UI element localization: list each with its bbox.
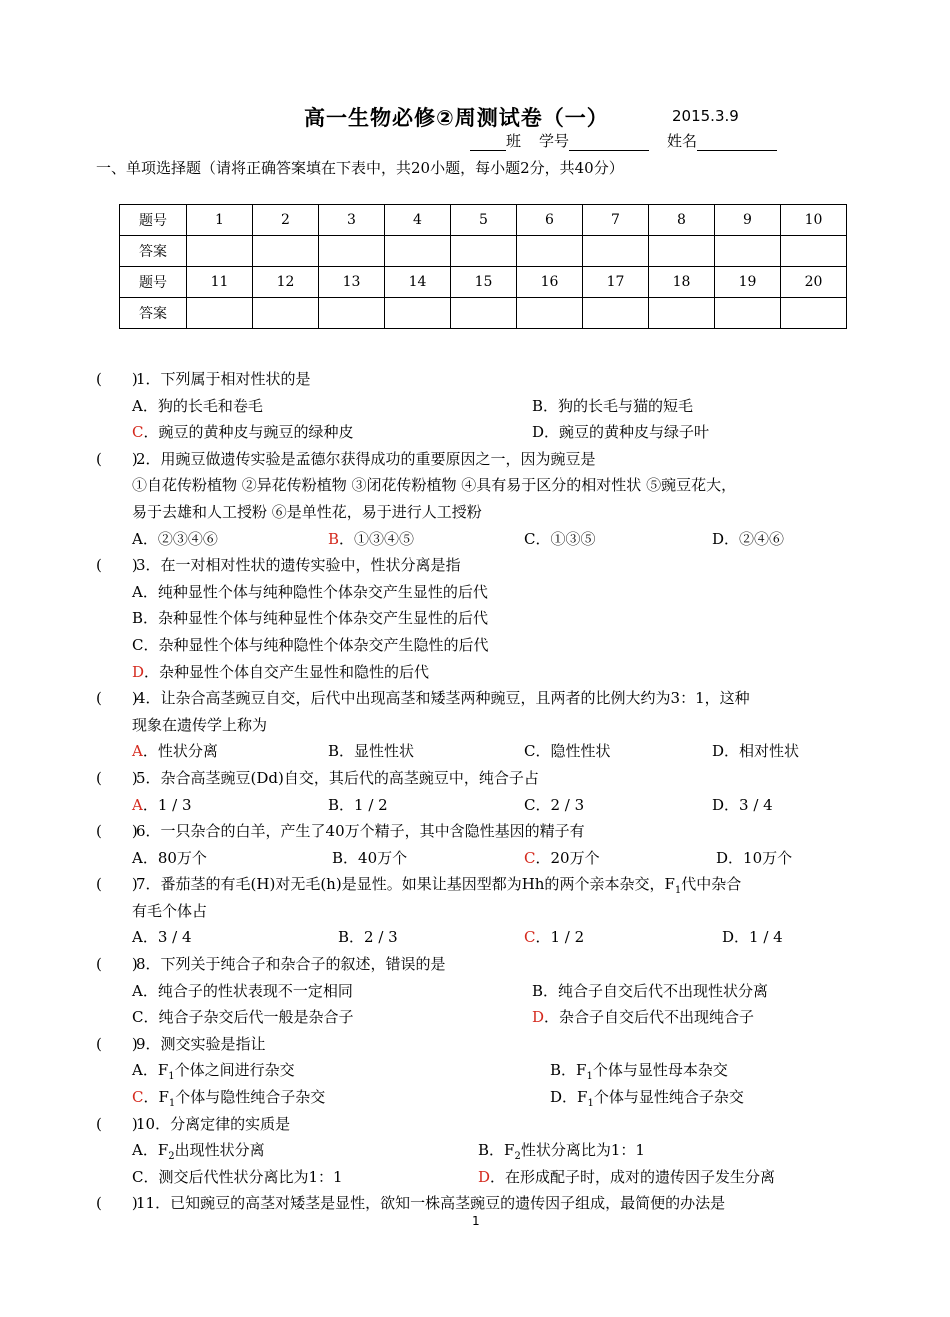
- question-text: 8．下列关于纯合子和杂合子的叙述，错误的是: [136, 955, 446, 974]
- answer-cell[interactable]: [319, 236, 385, 267]
- question-8-stem: [96, 951, 876, 978]
- option-b[interactable]: B．2 / 3: [338, 928, 398, 947]
- question-number: 19: [715, 267, 781, 298]
- answer-blank[interactable]: ( ): [96, 955, 138, 974]
- row-label-answer: 答案: [120, 236, 187, 267]
- question-items: ①自花传粉植物 ②异花传粉植物 ③闭花传粉植物 ④具有易于区分的相对性状 ⑤豌豆花大，: [132, 476, 737, 495]
- correct-letter: C: [132, 423, 144, 442]
- question-text: 4．让杂合高茎豌豆自交，后代中出现高茎和矮茎两种豌豆，且两者的比例大约为3：1，这种: [136, 689, 750, 708]
- question-4-options: [96, 738, 876, 765]
- question-number: 14: [385, 267, 451, 298]
- correct-letter: A: [132, 795, 143, 814]
- question-5-stem: [96, 765, 876, 792]
- question-9-stem: [96, 1031, 876, 1058]
- question-text: 2．用豌豆做遗传实验是孟德尔获得成功的重要原因之一，因为豌豆是: [136, 449, 596, 468]
- answer-blank[interactable]: ( ): [96, 370, 138, 388]
- question-10-options: [96, 1137, 876, 1164]
- answer-cell[interactable]: [253, 236, 319, 267]
- question-number: 5: [451, 205, 517, 236]
- student-info: [470, 130, 777, 151]
- option-b[interactable]: B．1 / 2: [328, 795, 388, 814]
- correct-letter: D: [132, 662, 145, 681]
- answer-blank[interactable]: ( ): [96, 1194, 138, 1213]
- option-text: ．性状分离: [142, 742, 218, 761]
- answer-blank[interactable]: ( ): [96, 768, 138, 787]
- option-a[interactable]: A．80万个: [132, 848, 207, 867]
- page-title: 高一生物必修②周测试卷（一）: [304, 106, 609, 130]
- question-number: 11: [187, 267, 253, 298]
- name-blank[interactable]: [697, 133, 777, 151]
- option-d[interactable]: D．②④⑥: [712, 529, 785, 548]
- answer-blank[interactable]: ( ): [96, 1034, 138, 1053]
- class-blank[interactable]: [470, 133, 506, 151]
- option-c[interactable]: C．隐性性状: [524, 742, 611, 761]
- question-9-options: [96, 1084, 876, 1111]
- option-text: ．杂种显性个体自交产生显性和隐性的后代: [144, 662, 430, 681]
- option-d[interactable]: D．10万个: [716, 848, 793, 867]
- answer-cell[interactable]: [319, 298, 385, 329]
- option-text: ．20万个: [535, 848, 600, 867]
- id-blank[interactable]: [569, 133, 649, 151]
- answer-cell[interactable]: [781, 298, 847, 329]
- option-a[interactable]: A．3 / 4: [132, 928, 192, 947]
- option-a[interactable]: A．纯合子的性状表现不一定相同: [132, 981, 353, 1000]
- table-row: [120, 236, 847, 267]
- row-label-question: 题号: [120, 267, 187, 298]
- question-number: 16: [517, 267, 583, 298]
- question-8-options: [96, 1004, 876, 1031]
- question-number: 8: [649, 205, 715, 236]
- section-heading: 一、单项选择题（请将正确答案填在下表中，共20小题，每小题2分，共40分）: [96, 159, 624, 177]
- question-2-stem: [96, 446, 876, 473]
- page-number: 1: [472, 1214, 480, 1228]
- row-label-question: 题号: [120, 205, 187, 236]
- question-text: 10．分离定律的实质是: [136, 1114, 291, 1133]
- question-4-stem: [96, 685, 876, 712]
- answer-cell[interactable]: [517, 236, 583, 267]
- answer-cell[interactable]: [781, 236, 847, 267]
- answer-cell[interactable]: [451, 236, 517, 267]
- question-number: 13: [319, 267, 385, 298]
- question-7-stem-cont: [96, 898, 876, 925]
- question-3-option: [96, 605, 876, 632]
- question-items: 易于去雄和人工授粉 ⑥是单性花，易于进行人工授粉: [132, 502, 482, 521]
- question-9-options: [96, 1057, 876, 1084]
- answer-cell[interactable]: [385, 298, 451, 329]
- answer-cell[interactable]: [715, 236, 781, 267]
- option-text: ．①③④⑤: [339, 529, 415, 548]
- option-text: ．1 / 3: [142, 795, 192, 814]
- question-3-option: [96, 659, 876, 686]
- option-text: ．豌豆的黄种皮与豌豆的绿种皮: [143, 423, 354, 442]
- question-text: 9．测交实验是指让: [136, 1034, 266, 1053]
- question-number: 17: [583, 267, 649, 298]
- option-a[interactable]: A．纯种显性个体与纯种隐性个体杂交产生显性的后代: [132, 582, 488, 601]
- option-text: ．杂合子自交后代不出现纯合子: [544, 1008, 755, 1027]
- question-text: 11．已知豌豆的高茎对矮茎是显性，欲知一株高茎豌豆的遗传因子组成，最简便的办法是: [136, 1194, 726, 1213]
- question-text: 有毛个体占: [132, 901, 208, 920]
- table-row: [120, 298, 847, 329]
- option-d[interactable]: D．3 / 4: [712, 795, 773, 814]
- question-number: 18: [649, 267, 715, 298]
- question-text: 3．在一对相对性状的遗传实验中，性状分离是指: [136, 556, 461, 575]
- title-row: [0, 102, 950, 132]
- question-text: 1．下列属于相对性状的是: [136, 370, 311, 388]
- option-c[interactable]: C．测交后代性状分离比为1：1: [132, 1167, 343, 1186]
- question-number: 1: [187, 205, 253, 236]
- name-label: 姓名: [667, 132, 698, 150]
- option-text: A．F: [132, 1061, 169, 1080]
- row-label-answer: 答案: [120, 298, 187, 329]
- answer-cell[interactable]: [649, 298, 715, 329]
- question-number: 2: [253, 205, 319, 236]
- option-d[interactable]: [478, 1164, 775, 1191]
- option-b[interactable]: B．40万个: [332, 848, 408, 867]
- answer-blank[interactable]: ( ): [96, 822, 138, 841]
- question-10-stem: [96, 1111, 876, 1138]
- option-c[interactable]: [524, 924, 584, 951]
- answer-cell[interactable]: [253, 298, 319, 329]
- option-d[interactable]: D．1 / 4: [722, 928, 783, 947]
- option-text: ．1 / 2: [535, 928, 585, 947]
- question-10-options: [96, 1164, 876, 1191]
- question-6-stem: [96, 818, 876, 845]
- question-list: [96, 366, 876, 1217]
- correct-letter: C: [524, 928, 536, 947]
- question-3-option: [96, 632, 876, 659]
- option-c[interactable]: [132, 419, 354, 446]
- subscript: 2: [514, 1151, 521, 1163]
- correct-letter: C: [132, 1088, 144, 1107]
- table-row: [120, 205, 847, 236]
- correct-letter: D: [478, 1167, 491, 1186]
- option-c[interactable]: [524, 845, 600, 872]
- option-b[interactable]: B．杂种显性个体与纯种显性个体杂交产生显性的后代: [132, 609, 489, 628]
- question-3-option: [96, 579, 876, 606]
- option-a[interactable]: A．狗的长毛和卷毛: [132, 396, 263, 415]
- option-text: 出现性状分离: [174, 1141, 265, 1160]
- question-number: 10: [781, 205, 847, 236]
- option-text: 性状分离比为1：1: [520, 1141, 645, 1160]
- option-c[interactable]: C．①③⑤: [524, 529, 596, 548]
- option-b[interactable]: B．显性性状: [328, 742, 415, 761]
- subscript: 1: [168, 1071, 175, 1083]
- option-d[interactable]: [532, 1004, 754, 1031]
- question-1-options: [96, 419, 876, 446]
- option-text: ．F: [143, 1088, 169, 1107]
- subscript: 1: [586, 1071, 593, 1083]
- question-5-options: [96, 792, 876, 819]
- question-text: 6．一只杂合的白羊，产生了40万个精子，其中含隐性基因的精子有: [136, 822, 585, 841]
- question-11-stem: [96, 1190, 876, 1217]
- class-label: 班: [506, 132, 522, 150]
- answer-blank[interactable]: ( ): [96, 449, 138, 468]
- option-c[interactable]: C．杂种显性个体与纯种隐性个体杂交产生隐性的后代: [132, 635, 489, 654]
- correct-letter: C: [524, 848, 536, 867]
- option-text: 个体之间进行杂交: [174, 1061, 295, 1080]
- question-7-stem: [96, 871, 876, 898]
- subscript: 2: [168, 1151, 175, 1163]
- option-text: 个体与显性纯合子杂交: [593, 1088, 744, 1107]
- option-d[interactable]: [132, 659, 429, 686]
- question-number: 6: [517, 205, 583, 236]
- correct-letter: A: [132, 742, 143, 761]
- question-number: 7: [583, 205, 649, 236]
- question-3-stem: [96, 552, 876, 579]
- id-label: 学号: [539, 132, 570, 150]
- answer-cell[interactable]: [583, 236, 649, 267]
- answer-cell[interactable]: [451, 298, 517, 329]
- correct-letter: D: [532, 1008, 545, 1027]
- question-2-item-line: [96, 472, 876, 499]
- answer-blank[interactable]: ( ): [96, 689, 138, 708]
- question-1-stem: [96, 366, 876, 393]
- option-c[interactable]: C．2 / 3: [524, 795, 585, 814]
- stem-part: 7．番茄茎的有毛(H)对无毛(h)是显性。如果让基因型都为Hh的两个亲本杂交，F: [136, 875, 675, 894]
- answer-cell[interactable]: [649, 236, 715, 267]
- answer-cell[interactable]: [715, 298, 781, 329]
- question-1-options: [96, 393, 876, 420]
- option-d[interactable]: D．相对性状: [712, 742, 800, 761]
- question-number: 3: [319, 205, 385, 236]
- option-text: B．F: [478, 1141, 515, 1160]
- subscript: 1: [587, 1098, 594, 1110]
- option-c[interactable]: C．纯合子杂交后代一般是杂合子: [132, 1008, 354, 1027]
- option-a[interactable]: A．②③④⑥: [132, 529, 218, 548]
- subscript: 1: [674, 885, 682, 897]
- option-text: ．在形成配子时，成对的遗传因子发生分离: [490, 1167, 776, 1186]
- option-b[interactable]: [328, 526, 414, 553]
- option-text: B．F: [550, 1061, 587, 1080]
- answer-cell[interactable]: [583, 298, 649, 329]
- option-text: 个体与隐性纯合子杂交: [175, 1088, 326, 1107]
- question-number: 15: [451, 267, 517, 298]
- question-4-stem-cont: [96, 712, 876, 739]
- question-number: 9: [715, 205, 781, 236]
- question-number: 12: [253, 267, 319, 298]
- answer-blank[interactable]: ( ): [96, 556, 138, 575]
- question-text: 5．杂合高茎豌豆(Dd)自交，其后代的高茎豌豆中，纯合子占: [136, 768, 539, 787]
- question-number: 20: [781, 267, 847, 298]
- option-d[interactable]: D．豌豆的黄种皮与绿子叶: [532, 423, 710, 442]
- option-text: A．F: [132, 1141, 169, 1160]
- answer-table: [119, 204, 847, 329]
- question-text: 现象在遗传学上称为: [132, 715, 268, 734]
- answer-cell[interactable]: [517, 298, 583, 329]
- table-row: [120, 267, 847, 298]
- question-number: 4: [385, 205, 451, 236]
- answer-cell[interactable]: [187, 298, 253, 329]
- answer-blank[interactable]: ( ): [96, 875, 138, 894]
- question-8-options: [96, 978, 876, 1005]
- stem-part: 代中杂合: [681, 875, 742, 894]
- answer-cell[interactable]: [385, 236, 451, 267]
- option-a[interactable]: [132, 792, 192, 819]
- answer-cell[interactable]: [187, 236, 253, 267]
- question-2-item-line: [96, 499, 876, 526]
- option-b[interactable]: B．纯合子自交后代不出现性状分离: [532, 981, 769, 1000]
- question-7-options: [96, 924, 876, 951]
- option-text: 个体与显性母本杂交: [592, 1061, 728, 1080]
- option-a[interactable]: [132, 738, 218, 765]
- answer-blank[interactable]: ( ): [96, 1114, 138, 1133]
- exam-date: 2015.3.9: [672, 107, 739, 125]
- option-b[interactable]: B．狗的长毛与猫的短毛: [532, 396, 694, 415]
- option-text: D．F: [550, 1088, 588, 1107]
- question-6-options: [96, 845, 876, 872]
- question-2-options: [96, 526, 876, 553]
- correct-letter: B: [328, 529, 340, 548]
- subscript: 1: [168, 1098, 176, 1110]
